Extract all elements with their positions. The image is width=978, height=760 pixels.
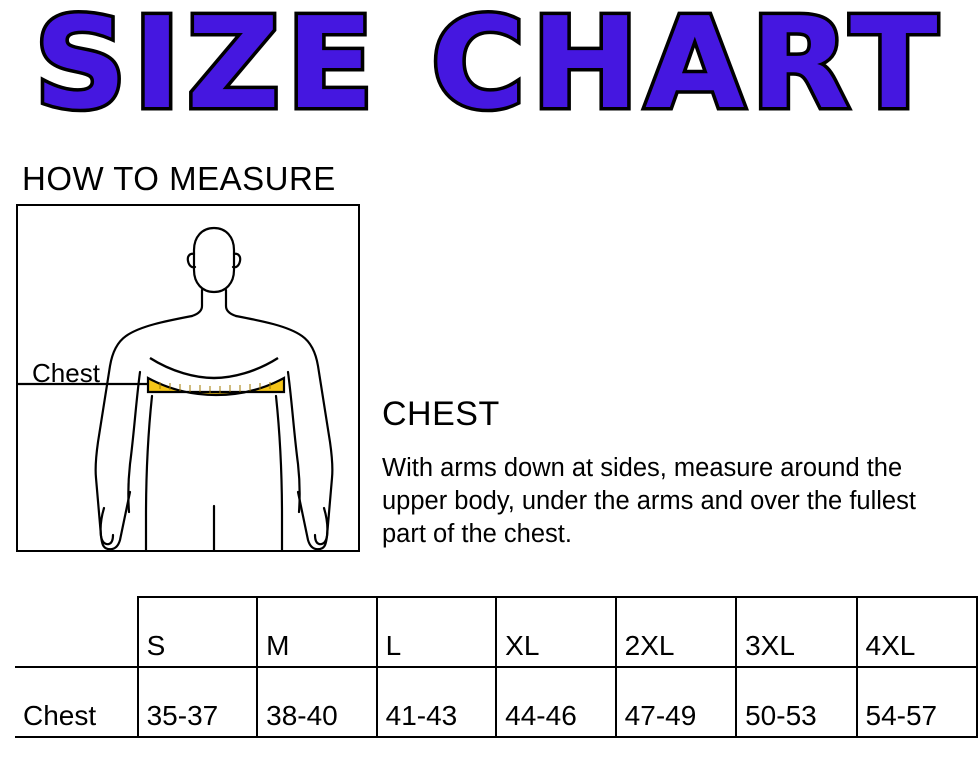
table-header-xl: XL (496, 597, 616, 667)
table-cell-chest-l: 41-43 (377, 667, 497, 737)
chest-tape-measure-icon (148, 358, 284, 395)
table-cell-chest-s: 35-37 (138, 667, 258, 737)
table-header-s: S (138, 597, 258, 667)
measurement-description: With arms down at sides, measure around the upper body, under the arms and over the fullest part of the chest. (382, 454, 916, 548)
chest-callout-label: Chest (32, 358, 100, 388)
table-cell-chest-m: 38-40 (257, 667, 377, 737)
table-cell-chest-3xl: 50-53 (736, 667, 856, 737)
table-header-row (15, 597, 977, 667)
table-row (15, 667, 977, 737)
table-cell-chest-xl: 44-46 (496, 667, 616, 737)
measurement-heading: CHEST (382, 395, 500, 433)
table-header-4xl: 4XL (857, 597, 977, 667)
size-chart-table (15, 596, 978, 738)
table-header-2xl: 2XL (616, 597, 736, 667)
table-corner-cell (15, 597, 138, 667)
table-cell-chest-2xl: 47-49 (616, 667, 736, 737)
page-title: SIZE CHART (34, 0, 944, 137)
table-header-m: M (257, 597, 377, 667)
table-header-l: L (377, 597, 497, 667)
how-to-measure-label: HOW TO MEASURE (22, 160, 336, 197)
table-header-3xl: 3XL (736, 597, 856, 667)
table-row-label-chest: Chest (15, 667, 138, 737)
table-cell-chest-4xl: 54-57 (857, 667, 977, 737)
